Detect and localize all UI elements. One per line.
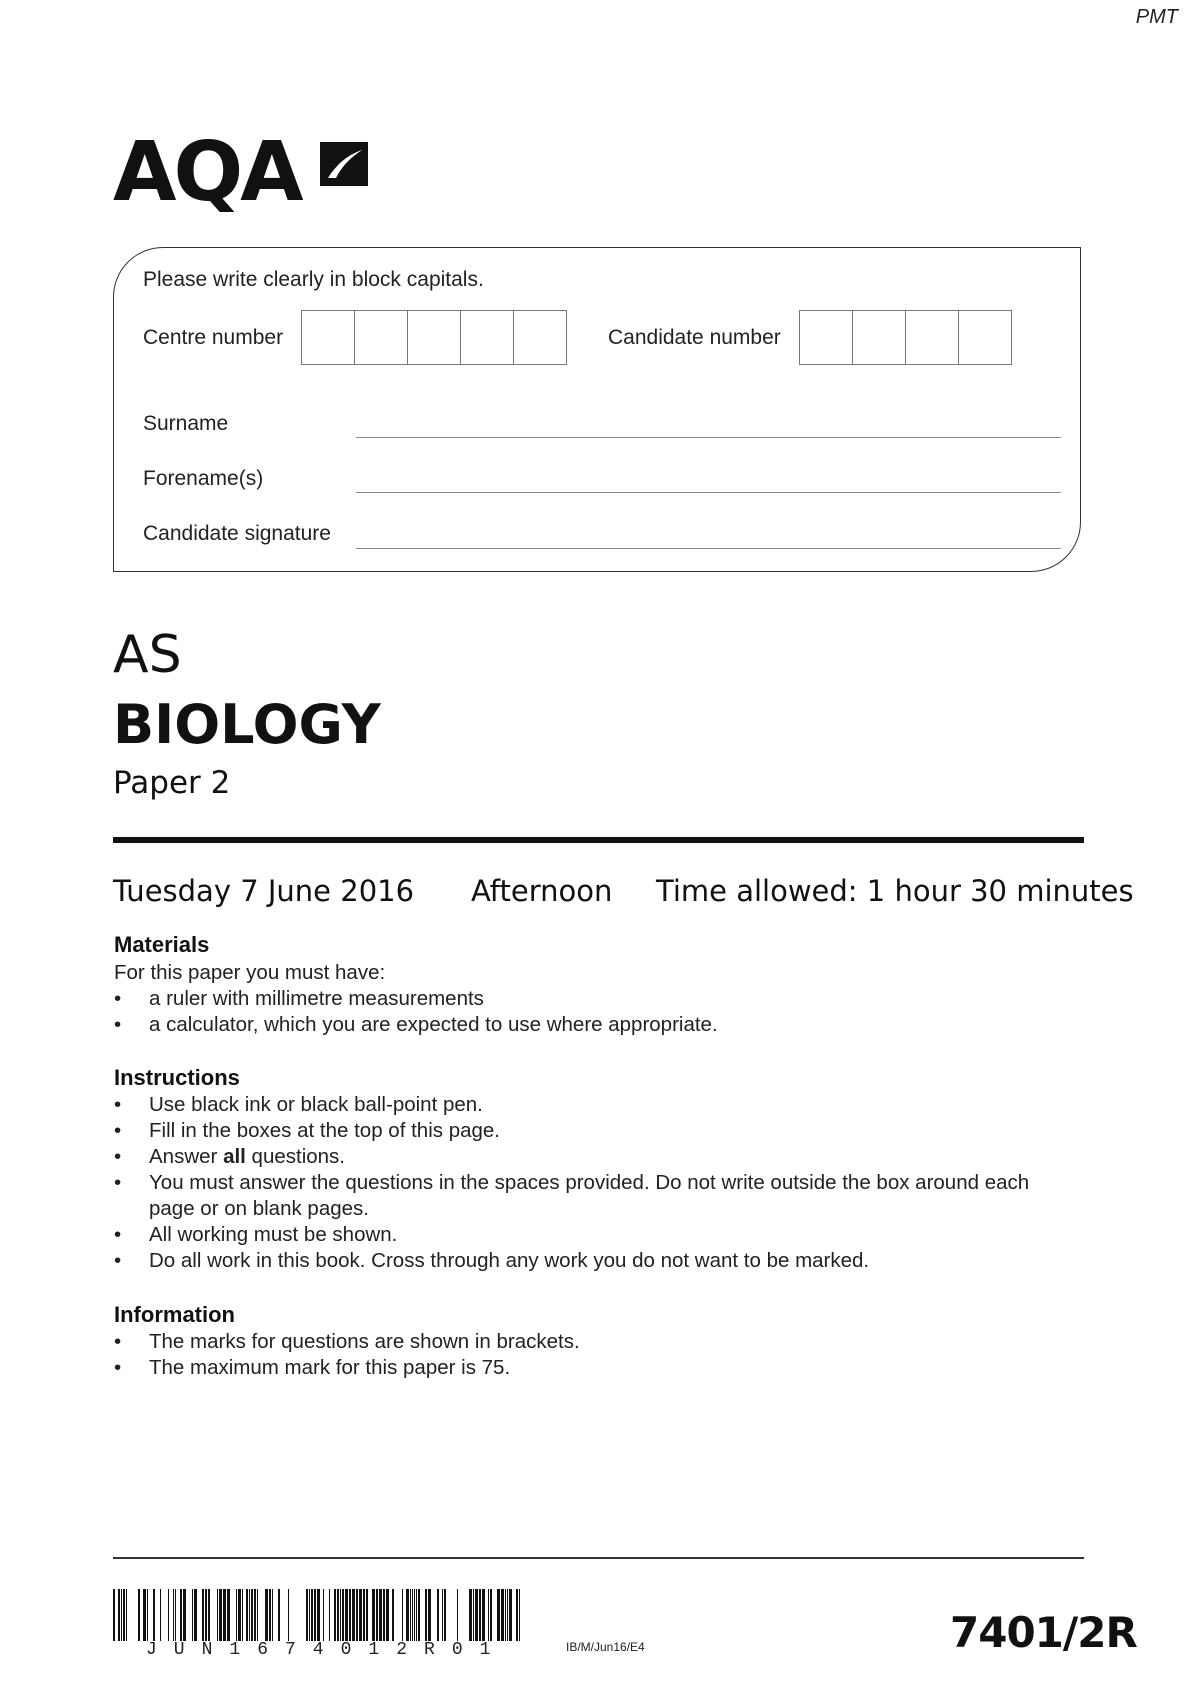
candidate-number-digit-box[interactable] xyxy=(799,310,853,365)
list-item: • The marks for questions are shown in brackets. xyxy=(114,1329,1074,1355)
exam-paper: Paper 2 xyxy=(113,765,231,801)
block-capitals-instruction: Please write clearly in block capitals. xyxy=(143,268,484,291)
exam-date: Tuesday 7 June 2016 xyxy=(113,874,415,908)
surname-label: Surname xyxy=(143,412,229,435)
materials-intro: For this paper you must have: xyxy=(114,961,386,984)
list-item: • Do all work in this book. Cross through any work you do not want to be marked. xyxy=(114,1248,1074,1274)
forename-label: Forename(s) xyxy=(143,467,264,490)
centre-number-digit-box[interactable] xyxy=(407,310,461,365)
information-list xyxy=(114,1329,1074,1381)
list-item: • You must answer the questions in the spaces provided. Do not write outside the box around each page or on blank pages. xyxy=(114,1170,1074,1222)
centre-number-digit-box[interactable] xyxy=(513,310,567,365)
candidate-number-digit-box[interactable] xyxy=(852,310,906,365)
list-item: • a ruler with millimetre measurements xyxy=(114,986,1074,1012)
logo-wordmark: AQA xyxy=(113,125,301,220)
paper-reference: IB/M/Jun16/E4 xyxy=(566,1640,645,1654)
signature-label: Candidate signature xyxy=(143,522,331,545)
barcode-number: JUN1674012R01 xyxy=(146,1640,508,1660)
list-item: • Fill in the boxes at the top of this page. xyxy=(114,1118,1074,1144)
centre-number-digit-box[interactable] xyxy=(301,310,355,365)
title-divider xyxy=(113,837,1084,843)
information-heading: Information xyxy=(114,1302,235,1327)
list-item: • Answer all questions. xyxy=(114,1144,1074,1170)
barcode-icon xyxy=(113,1589,523,1641)
exam-session: Afternoon xyxy=(471,874,613,908)
forename-field[interactable] xyxy=(356,492,1061,493)
aqa-logo xyxy=(113,125,301,220)
pmt-tag: PMT xyxy=(1135,6,1178,28)
centre-number-digit-box[interactable] xyxy=(460,310,514,365)
candidate-number-boxes xyxy=(799,310,1011,365)
centre-number-digit-box[interactable] xyxy=(354,310,408,365)
exam-level: AS xyxy=(113,625,182,685)
list-item: • All working must be shown. xyxy=(114,1222,1074,1248)
materials-list xyxy=(114,986,1074,1038)
candidate-number-digit-box[interactable] xyxy=(958,310,1012,365)
aqa-leaf-icon xyxy=(316,138,372,190)
instructions-heading: Instructions xyxy=(114,1065,240,1090)
candidate-number-label: Candidate number xyxy=(608,326,781,349)
surname-field[interactable] xyxy=(356,437,1061,438)
paper-code: 7401/2R xyxy=(950,1608,1137,1657)
time-allowed: Time allowed: 1 hour 30 minutes xyxy=(656,874,1134,908)
candidate-number-digit-box[interactable] xyxy=(905,310,959,365)
signature-field[interactable] xyxy=(356,548,1061,549)
footer-divider xyxy=(113,1557,1084,1559)
exam-subject: BIOLOGY xyxy=(113,693,381,756)
materials-heading: Materials xyxy=(114,932,210,957)
list-item: • The maximum mark for this paper is 75. xyxy=(114,1355,1074,1381)
centre-number-boxes xyxy=(301,310,566,365)
instructions-list xyxy=(114,1092,1074,1274)
list-item: • Use black ink or black ball-point pen. xyxy=(114,1092,1074,1118)
centre-number-label: Centre number xyxy=(143,326,284,349)
list-item: • a calculator, which you are expected to use where appropriate. xyxy=(114,1012,1074,1038)
